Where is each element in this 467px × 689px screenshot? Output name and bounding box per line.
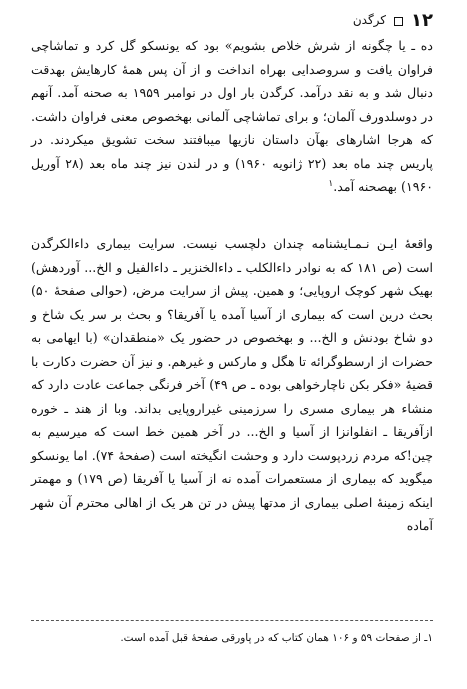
footnote: ۱ـ از صفحات ۵۹ و ۱۰۶ همان کتاب که در پاورقی صفحهٔ قبل آمده است. <box>120 632 433 644</box>
body-paragraph-1 <box>31 34 433 199</box>
square-icon <box>394 17 403 26</box>
footnote-divider <box>31 620 433 621</box>
footnote-marker: ۱ <box>328 178 334 189</box>
page-header <box>353 8 433 32</box>
paragraph-1-text: ده ـ یا چگونه از شرش خلاص بشویم» بود که یونسکو گل کرد و تماشاچی فراوان یافت و سروصدایی بهراه انداخت و از آن پس همهٔ کارهایش بهدقت دنبال شد و به نقد درآمد. کرگدن بار اول در نوامبر ۱۹۵۹ به صحنه آمد. آنهم در دوسلدورف آلمان؛ و برای تماشاچی آلمانی بهخصوص معنی فراوان داشت. که هرجا اشارهای بهآن داستان نازیها میبافتند سخت تشویق میکردند. در پاریس چند ماه بعد (۲۲ ژانویه ۱۹۶۰) و در لندن نیز چند ماه بعد (۲۸ آوریل ۱۹۶۰) بهصحنه آمد. <box>31 38 433 194</box>
running-title: کرگدن <box>352 13 387 27</box>
body-paragraph-2: واقعهٔ ایـن نـمـایشنامه چندان دلچسب نیست. سرایت بیماری داءالکرگدن است (ص ۱۸۱ که به نوادر داءالکلب ـ داءالخنزیر ـ داءالفیل و الخ... آوردهش) بهیک شهر کوچک اروپایی؛ و همین. پیش از سرایت مرض، (حوالی صفحهٔ ۵۰) بحث درین است که بیماری از آسیا آمده یا آفریقا؟ و بحث بر سر یک شاخ و دو شاخ بودنش و الخ... و بهخصوص در حضور یک «منطقدان» (با ایهامی به حضرات از ارسطوگرائه تا هگل و مارکس و غیرهم. و نیز آن حضرت دکارت با قضیهٔ «فکر بکن ناچارخواهی بوده ـ ص ۴۹) آخر فرنگی جماعت عادت دارد که منشاء هر بیماری مسری را سرزمینی غیراروپایی بداند. وبا از هند ـ خوره ازآفریقا ـ انفلوانزا از آسیا و الخ... در آخر همین خط است که میرسیم به چین!که مردم زردپوست دارد و وحشت انگیخته است (صفحهٔ ۷۴). اما یونسکو میگوید که بیماری از مستعمرات آمده نه از آسیا یا آفریقا (ص ۱۷۹) و مهمتر اینکه زمینهٔ اصلی بیماری از مدتها پیش در تن هر یک از اهالی محترم آن شهر آماده <box>31 236 434 533</box>
page-number: ۱۲ <box>411 9 433 31</box>
